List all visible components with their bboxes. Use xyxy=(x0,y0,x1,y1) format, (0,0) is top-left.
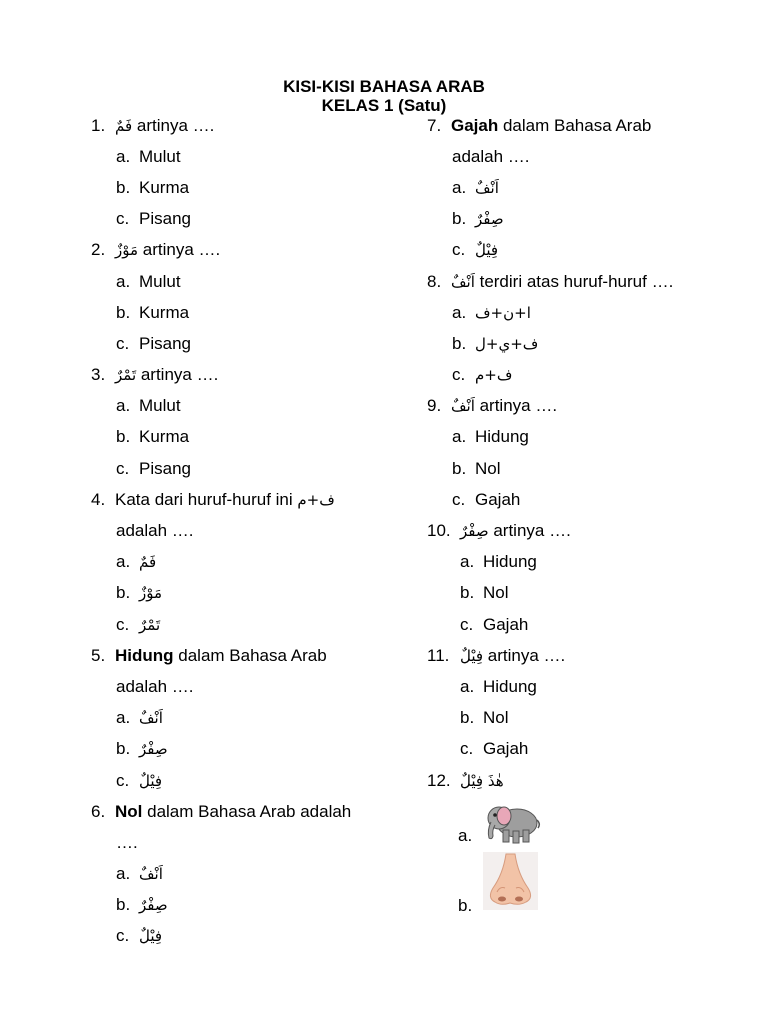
option-letter: c. xyxy=(116,926,130,946)
option-letter: b. xyxy=(116,739,131,759)
question-9 xyxy=(427,391,727,422)
option-9c[interactable] xyxy=(427,484,727,515)
nose-image xyxy=(483,852,538,910)
question-number: 2. xyxy=(91,240,106,260)
option-letter: a. xyxy=(116,552,131,572)
option-3a[interactable] xyxy=(91,391,391,422)
option-arabic: اَنْفٌ xyxy=(475,178,499,197)
option-text: Kurma xyxy=(139,177,190,197)
option-10a[interactable] xyxy=(427,547,727,578)
question-text: Kata dari huruf-huruf ini xyxy=(115,489,298,509)
question-number: 7. xyxy=(427,115,442,135)
option-10b[interactable] xyxy=(427,578,727,609)
option-letter: c. xyxy=(116,614,130,634)
option-text: Pisang xyxy=(139,209,191,229)
option-text: Nol xyxy=(483,583,509,603)
page-title-line1: KISI-KISI BAHASA ARAB xyxy=(283,77,485,96)
question-text: artinya …. xyxy=(138,240,221,260)
left-column xyxy=(91,110,391,952)
option-text: Mulut xyxy=(139,271,181,291)
option-11b[interactable] xyxy=(427,703,727,734)
arabic-word: تَمْرٌ xyxy=(115,366,137,385)
option-letter: a. xyxy=(116,146,131,166)
option-1b[interactable] xyxy=(91,172,391,203)
option-letter: b. xyxy=(460,708,475,728)
elephant-image xyxy=(483,798,541,848)
question-4-continuation: adalah …. xyxy=(116,521,194,541)
option-11c[interactable] xyxy=(427,734,727,765)
option-7a[interactable] xyxy=(427,172,727,203)
arabic-word: فِيْلٌ xyxy=(460,646,484,665)
option-letter: a. xyxy=(458,826,473,845)
option-arabic: صِفْرٌ xyxy=(139,740,168,759)
question-number: 6. xyxy=(91,801,106,821)
question-8 xyxy=(427,266,727,297)
option-text: Gajah xyxy=(475,489,521,509)
option-5a[interactable] xyxy=(91,703,391,734)
option-6c[interactable] xyxy=(91,921,391,952)
option-2b[interactable] xyxy=(91,297,391,328)
question-7 xyxy=(427,110,727,141)
option-letter: b. xyxy=(458,896,473,915)
option-letter: c. xyxy=(452,365,466,385)
option-6a[interactable] xyxy=(91,859,391,890)
question-number: 1. xyxy=(91,115,106,135)
option-text: Hidung xyxy=(483,552,537,572)
question-text: dalam Bahasa Arab xyxy=(173,645,327,665)
page-title-line2: KELAS 1 (Satu) xyxy=(321,96,447,115)
question-text: dalam Bahasa Arab adalah xyxy=(142,801,352,821)
arabic-word: اَنْفٌ xyxy=(451,272,475,291)
question-6-continuation: …. xyxy=(116,832,138,852)
option-text: Kurma xyxy=(139,427,190,447)
option-letter: c. xyxy=(452,489,466,509)
option-letter: a. xyxy=(116,396,131,416)
option-text: Hidung xyxy=(483,676,537,696)
question-text: artinya …. xyxy=(483,645,566,665)
option-text: Nol xyxy=(475,458,501,478)
question-number: 11. xyxy=(427,645,450,665)
option-letter: b. xyxy=(452,209,467,229)
option-letter: a. xyxy=(460,552,475,572)
option-3b[interactable] xyxy=(91,422,391,453)
arabic-word: مَوْزٌ xyxy=(115,241,139,260)
option-letter: a. xyxy=(452,427,467,447)
option-arabic: ا+ن+ف xyxy=(475,303,531,322)
question-number: 5. xyxy=(91,645,106,665)
option-letter: b. xyxy=(116,427,131,447)
option-arabic: اَنْفٌ xyxy=(139,865,163,884)
option-4c[interactable] xyxy=(91,609,391,640)
option-9a[interactable] xyxy=(427,422,727,453)
option-arabic: فِيْلٌ xyxy=(139,927,163,946)
option-text: Mulut xyxy=(139,396,181,416)
option-arabic: فِيْلٌ xyxy=(475,241,499,260)
question-number: 10. xyxy=(427,521,451,541)
option-8b[interactable] xyxy=(427,328,727,359)
arabic-word: اَنْفٌ xyxy=(451,397,475,416)
option-arabic: صِفْرٌ xyxy=(475,210,504,229)
question-4 xyxy=(91,484,391,515)
option-7b[interactable] xyxy=(427,204,727,235)
question-10 xyxy=(427,515,727,546)
question-5-continuation: adalah …. xyxy=(116,676,194,696)
question-number: 12. xyxy=(427,770,451,790)
question-text: artinya …. xyxy=(132,115,215,135)
question-number: 3. xyxy=(91,365,106,385)
question-text: artinya …. xyxy=(474,396,558,416)
option-arabic: تَمْرٌ xyxy=(139,615,161,634)
option-4a[interactable] xyxy=(91,547,391,578)
arabic-word: صِفْرٌ xyxy=(460,522,489,541)
option-letter: c. xyxy=(460,614,474,634)
option-10c[interactable] xyxy=(427,609,727,640)
option-letter: a. xyxy=(452,177,467,197)
option-3c[interactable] xyxy=(91,453,391,484)
question-7-continuation: adalah …. xyxy=(452,146,530,166)
option-6b[interactable] xyxy=(91,890,391,921)
option-9b[interactable] xyxy=(427,453,727,484)
option-arabic: فِيْلٌ xyxy=(139,771,163,790)
option-letter: c. xyxy=(116,770,130,790)
option-letter: a. xyxy=(116,708,131,728)
option-text: Nol xyxy=(483,708,509,728)
question-6 xyxy=(91,796,391,827)
option-4b[interactable] xyxy=(91,578,391,609)
option-1a[interactable] xyxy=(91,141,391,172)
keyword: Hidung xyxy=(115,645,174,665)
option-letter: c. xyxy=(116,458,130,478)
option-letter: c. xyxy=(116,209,130,229)
option-letter: b. xyxy=(116,302,131,322)
option-arabic: اَنْفٌ xyxy=(139,709,163,728)
option-2a[interactable] xyxy=(91,266,391,297)
option-1c[interactable] xyxy=(91,204,391,235)
option-text: Gajah xyxy=(483,739,529,759)
option-8a[interactable] xyxy=(427,297,727,328)
option-8c[interactable] xyxy=(427,360,727,391)
question-text: artinya …. xyxy=(136,365,219,385)
question-11 xyxy=(427,640,727,671)
option-5c[interactable] xyxy=(91,765,391,796)
option-arabic: صِفْرٌ xyxy=(139,896,168,915)
option-text: Hidung xyxy=(475,427,529,447)
option-text: Gajah xyxy=(483,614,529,634)
option-2c[interactable] xyxy=(91,328,391,359)
right-column xyxy=(427,110,727,796)
option-letter: a. xyxy=(116,271,131,291)
option-letter: b. xyxy=(452,333,467,353)
option-letter: b. xyxy=(460,583,475,603)
question-1 xyxy=(91,110,391,141)
option-letter: b. xyxy=(116,583,131,603)
keyword: Gajah xyxy=(451,115,499,135)
option-arabic: مَوْزٌ xyxy=(139,584,163,603)
option-letter: b. xyxy=(116,177,131,197)
option-arabic: ف+م xyxy=(475,366,513,385)
option-letter: a. xyxy=(460,676,475,696)
question-number: 4. xyxy=(91,489,106,509)
option-text: Kurma xyxy=(139,302,190,322)
keyword: Nol xyxy=(115,801,143,821)
option-letter: b. xyxy=(452,458,467,478)
option-letter: c. xyxy=(460,739,474,759)
question-3 xyxy=(91,360,391,391)
option-5b[interactable] xyxy=(91,734,391,765)
question-text: artinya …. xyxy=(488,521,571,541)
option-text: Pisang xyxy=(139,333,191,353)
arabic-word: فَمٌ xyxy=(115,116,133,135)
question-2 xyxy=(91,235,391,266)
question-number: 8. xyxy=(427,271,442,291)
option-text: Mulut xyxy=(139,146,181,166)
arabic-phrase: هٰذَ فِيْلٌ xyxy=(460,771,504,790)
question-5 xyxy=(91,640,391,671)
option-letter: a. xyxy=(116,864,131,884)
option-arabic: ف+ي+ل xyxy=(475,334,539,353)
question-number: 9. xyxy=(427,396,442,416)
option-7c[interactable] xyxy=(427,235,727,266)
option-letter: c. xyxy=(452,240,466,260)
option-11a[interactable] xyxy=(427,671,727,702)
option-letter: a. xyxy=(452,302,467,322)
question-text: dalam Bahasa Arab xyxy=(498,115,652,135)
option-letter: c. xyxy=(116,333,130,353)
arabic-letters: ف+م xyxy=(297,490,335,509)
question-text: terdiri atas huruf-huruf …. xyxy=(474,271,674,291)
option-text: Pisang xyxy=(139,458,191,478)
option-arabic: فَمٌ xyxy=(139,553,157,572)
question-12 xyxy=(427,765,727,796)
option-letter: b. xyxy=(116,895,131,915)
